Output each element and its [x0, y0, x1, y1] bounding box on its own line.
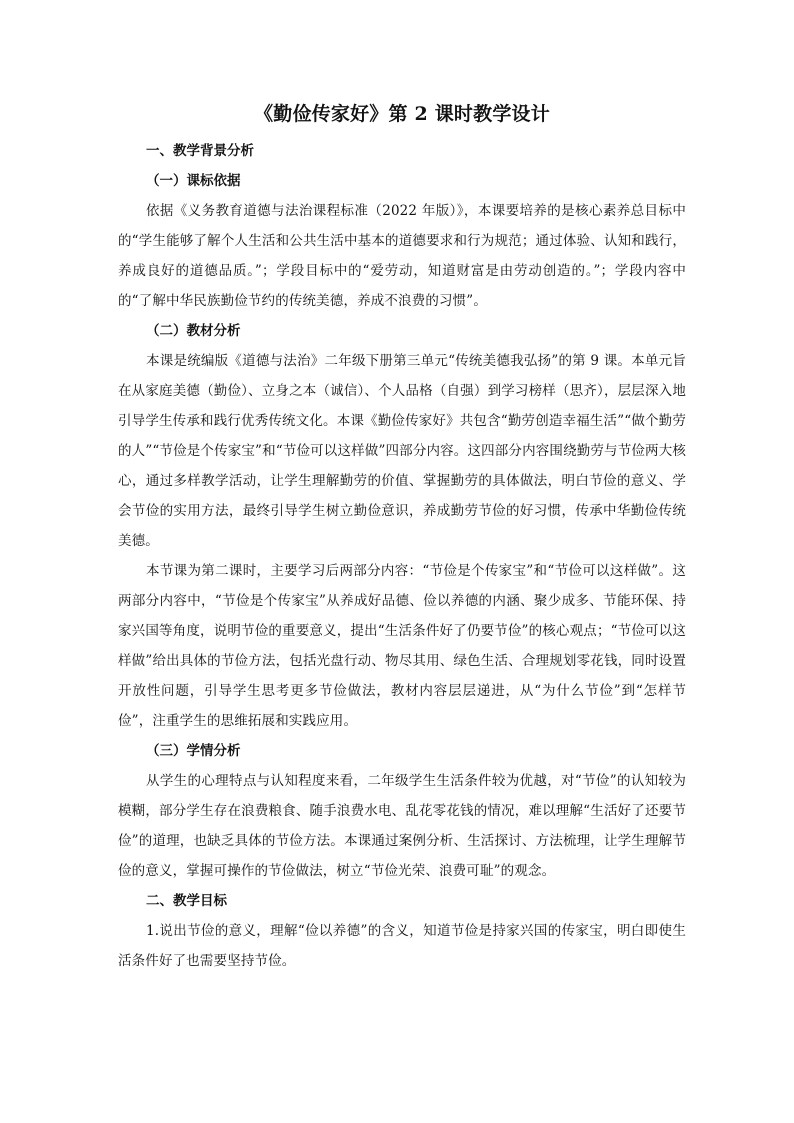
- section-heading-objectives: 二、教学目标: [146, 893, 227, 909]
- page-title: 《勤俭传家好》第 2 课时教学设计: [254, 103, 550, 125]
- paragraph-textbook-2: 本节课为第二课时，主要学习后两部分内容：“节俭是个传家宝”和“节俭可以这样做”。这两部分内容中，“节俭是个传家宝”从养成好品德、俭以养德的内涵、聚少成多、节能环保、持家兴国等角度，说明节俭的重要意义，提出“生活条件好了仍要节俭”的核心观点；“节俭可以这样做”给出具体的节俭方法，包括光盘行动、物尽其用、绿色生活、合理规划零花钱，同时设置开放性问题，引导学生思考更多节俭做法，教材内容层层递进，从“为什么节俭”到“怎样节俭”，注重学生的思维拓展和实践应用。: [118, 563, 686, 729]
- paragraph-students: 从学生的心理特点与认知程度来看，二年级学生生活条件较为优越，对“节俭”的认知较为模糊，部分学生存在浪费粮食、随手浪费水电、乱花零花钱的情况，难以理解“生活好了还要节俭”的道理，也缺乏具体的节俭方法。本课通过案例分析、生活探讨、方法梳理，让学生理解节俭的意义，掌握可操作的节俭做法，树立“节俭光荣、浪费可耻”的观念。: [118, 773, 686, 879]
- subsection-heading-curriculum: （一）课标依据: [146, 173, 241, 189]
- paragraph-textbook-1: 本课是统编版《道德与法治》二年级下册第三单元“传统美德我弘扬”的第 9 课。本单元旨在从家庭美德（勤俭）、立身之本（诚信）、个人品格（自强）到学习榜样（思齐），层层深入地引导学生传承和践行优秀传统文化。本课《勤俭传家好》共包含“勤劳创造幸福生活”“做个勤劳的人”“节俭是个传家宝”和“节俭可以这样做”四部分内容。这四部分内容围绕勤劳与节俭两大核心，通过多样教学活动，让学生理解勤劳的价值、掌握勤劳的具体做法，明白节俭的意义、学会节俭的实用方法，最终引导学生树立勤俭意识，养成勤劳节俭的好习惯，传承中华勤俭传统美德。: [118, 353, 686, 549]
- document-body: [118, 100, 686, 976]
- subsection-heading-textbook: （二）教材分析: [146, 323, 241, 339]
- subsection-heading-students: （三）学情分析: [146, 743, 241, 759]
- section-heading-background: 一、教学背景分析: [146, 143, 254, 159]
- objective-item-1: 1.说出节俭的意义，理解“俭以养德”的含义，知道节俭是持家兴国的传家宝，明白即使生活条件好了也需要坚持节俭。: [118, 923, 686, 969]
- paragraph-curriculum: 依据《义务教育道德与法治课程标准（2022 年版）》，本课要培养的是核心素养总目标中的“学生能够了解个人生活和公共生活中基本的道德要求和行为规范；通过体验、认知和践行，养成良好的道德品质。”；学段目标中的“爱劳动，知道财富是由劳动创造的。”；学段内容中的“了解中华民族勤俭节约的传统美德，养成不浪费的习惯”。: [118, 203, 686, 309]
